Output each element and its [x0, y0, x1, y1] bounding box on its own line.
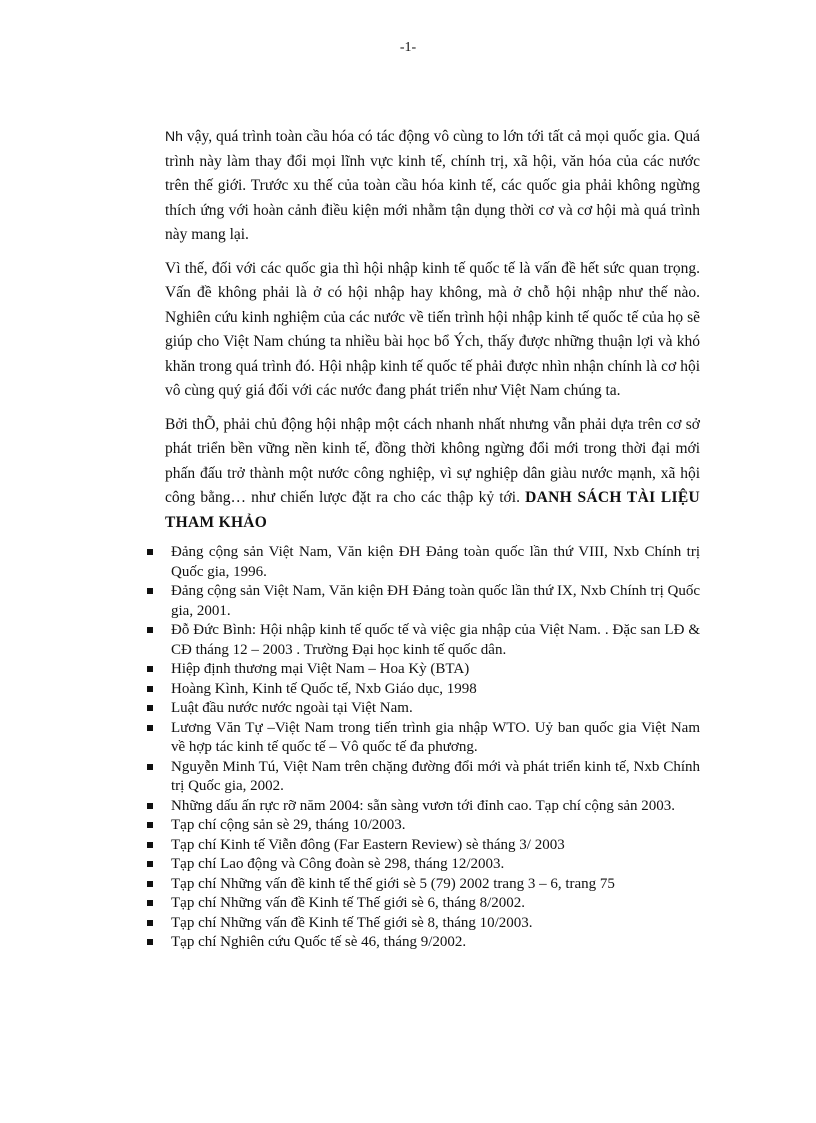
- reference-text: Nguyễn Minh Tú, Việt Nam trên chặng đường đổi mới và phát triển kinh tế, Nxb Chính trị Quốc gia, 2002.: [171, 758, 700, 794]
- list-item: [147, 621, 700, 660]
- list-item: [147, 699, 700, 719]
- list-item: [147, 875, 700, 895]
- list-item: [147, 836, 700, 856]
- reference-text: Tạp chí Những vấn đề kinh tế thế giới sè 5 (79) 2002 trang 3 – 6, trang 75: [171, 875, 615, 892]
- square-bullet-icon: [147, 666, 153, 672]
- reference-text: Những dấu ấn rực rỡ năm 2004: sẵn sàng vươn tới đỉnh cao. Tạp chí cộng sản 2003.: [171, 797, 676, 814]
- square-bullet-icon: [147, 939, 153, 945]
- references-heading: DANH SÁCH TÀI LIỆU THAM KHẢO: [165, 489, 700, 531]
- paragraph-3-text: Bởi thÕ, phải chủ động hội nhập một cách nhanh nhất nhưng vẫn phải dựa trên cơ sở phát triển bền vững nền kinh tế, đồng thời không ngừng đổi mới trong thời đại mới phấn đấu trở thành một nước công nghiệp, vì sự nghiệp dân giàu nước mạnh, xã hội công bằng… như chiến lược đặt ra cho các thập kỷ tới.: [165, 415, 700, 506]
- paragraph-1: [165, 124, 700, 248]
- list-item: [147, 660, 700, 680]
- square-bullet-icon: [147, 861, 153, 867]
- square-bullet-icon: [147, 705, 153, 711]
- list-item: [147, 582, 700, 621]
- reference-text: Đảng cộng sản Việt Nam, Văn kiện ĐH Đảng toàn quốc lần thứ IX, Nxb Chính trị Quốc gia, 2001.: [171, 583, 700, 619]
- list-item: [147, 933, 700, 953]
- list-item: [147, 914, 700, 934]
- paragraph-2: [165, 257, 700, 404]
- square-bullet-icon: [147, 920, 153, 926]
- reference-text: Hoàng Kình, Kinh tế Quốc tế, Nxb Giáo dục, 1998: [171, 680, 477, 697]
- square-bullet-icon: [147, 803, 153, 809]
- square-bullet-icon: [147, 627, 153, 633]
- square-bullet-icon: [147, 549, 153, 555]
- list-item: [147, 758, 700, 797]
- square-bullet-icon: [147, 900, 153, 906]
- reference-text: Tạp chí Nghiên cứu Quốc tế sè 46, tháng 9/2002.: [171, 934, 467, 950]
- reference-list: [147, 543, 700, 953]
- square-bullet-icon: [147, 881, 153, 887]
- reference-text: Tạp chí Những vấn đề Kinh tế Thế giới sè 6, tháng 8/2002.: [171, 895, 526, 911]
- reference-text: Luật đầu nước nước ngoài tại Việt Nam.: [171, 700, 413, 716]
- reference-text: Đỗ Đức Bình: Hội nhập kinh tế quốc tế và việc gia nhập của Việt Nam. . Đặc san LĐ & CĐ tháng 12 – 2003 . Trường Đại học kinh tế quốc dân.: [171, 622, 700, 658]
- square-bullet-icon: [147, 764, 153, 770]
- reference-text: Lương Văn Tự –Việt Nam trong tiến trình gia nhập WTO. Uỷ ban quốc gia Việt Nam về hợp tác kinh tế quốc tế – Vô quốc tế đa phương.: [171, 719, 700, 755]
- reference-text: Tạp chí Kinh tế Viễn đông (Far Eastern Review) sè tháng 3/ 2003: [171, 836, 565, 853]
- body-text: [165, 124, 700, 544]
- paragraph-1-lead: Nh: [165, 128, 183, 144]
- paragraph-2-text: Vì thế, đối với các quốc gia thì hội nhập kinh tế quốc tế là vấn đề hết sức quan trọng. Vấn đề không phải là ở có hội nhập hay không, mà ở chỗ hội nhập như thế nào. Nghiên cứu kinh nghiệm của các nước về tiến trình hội nhập kinh tế quốc tế của họ sẽ giúp cho Việt Nam chúng ta nhiều bài học bổ Ých, thấy được những thuận lợi và khó khăn trong quá trình đó. Hội nhập kinh tế quốc tế phải được nhìn nhận chính là cơ hội vô cùng quý giá đối với các nước đang phát triển như Việt Nam chúng ta.: [165, 259, 700, 399]
- paragraph-3: [165, 413, 700, 536]
- square-bullet-icon: [147, 588, 153, 594]
- list-item: [147, 543, 700, 582]
- reference-text: Tạp chí Những vấn đề Kinh tế Thế giới sè 8, tháng 10/2003.: [171, 914, 533, 931]
- list-item: [147, 894, 700, 914]
- list-item: [147, 680, 700, 700]
- square-bullet-icon: [147, 686, 153, 692]
- reference-text: Tạp chí cộng sản sè 29, tháng 10/2003.: [171, 817, 406, 833]
- paragraph-1-text: vậy, quá trình toàn cầu hóa có tác động vô cùng to lớn tới tất cả mọi quốc gia. Quá trình này làm thay đổi mọi lĩnh vực kinh tế, chính trị, xã hội, văn hóa của các nước trên thế giới. Trước xu thế của toàn cầu hóa kinh tế, các quốc gia phải không ngừng thích ứng với hoàn cảnh điều kiện mới nhằm tận dụng thời cơ và cơ hội mà quá trình này mang lại.: [165, 128, 700, 243]
- page-number: -1-: [399, 40, 417, 55]
- reference-text: Đảng cộng sản Việt Nam, Văn kiện ĐH Đảng toàn quốc lần thứ VIII, Nxb Chính trị Quốc gia, 1996.: [171, 544, 700, 580]
- reference-text: Tạp chí Lao động và Công đoàn sè 298, tháng 12/2003.: [171, 856, 505, 872]
- list-item: [147, 719, 700, 758]
- list-item: [147, 816, 700, 836]
- list-item: [147, 855, 700, 875]
- square-bullet-icon: [147, 822, 153, 828]
- square-bullet-icon: [147, 842, 153, 848]
- list-item: [147, 797, 700, 817]
- reference-text: Hiệp định thương mại Việt Nam – Hoa Kỳ (BTA): [171, 661, 470, 677]
- square-bullet-icon: [147, 725, 153, 731]
